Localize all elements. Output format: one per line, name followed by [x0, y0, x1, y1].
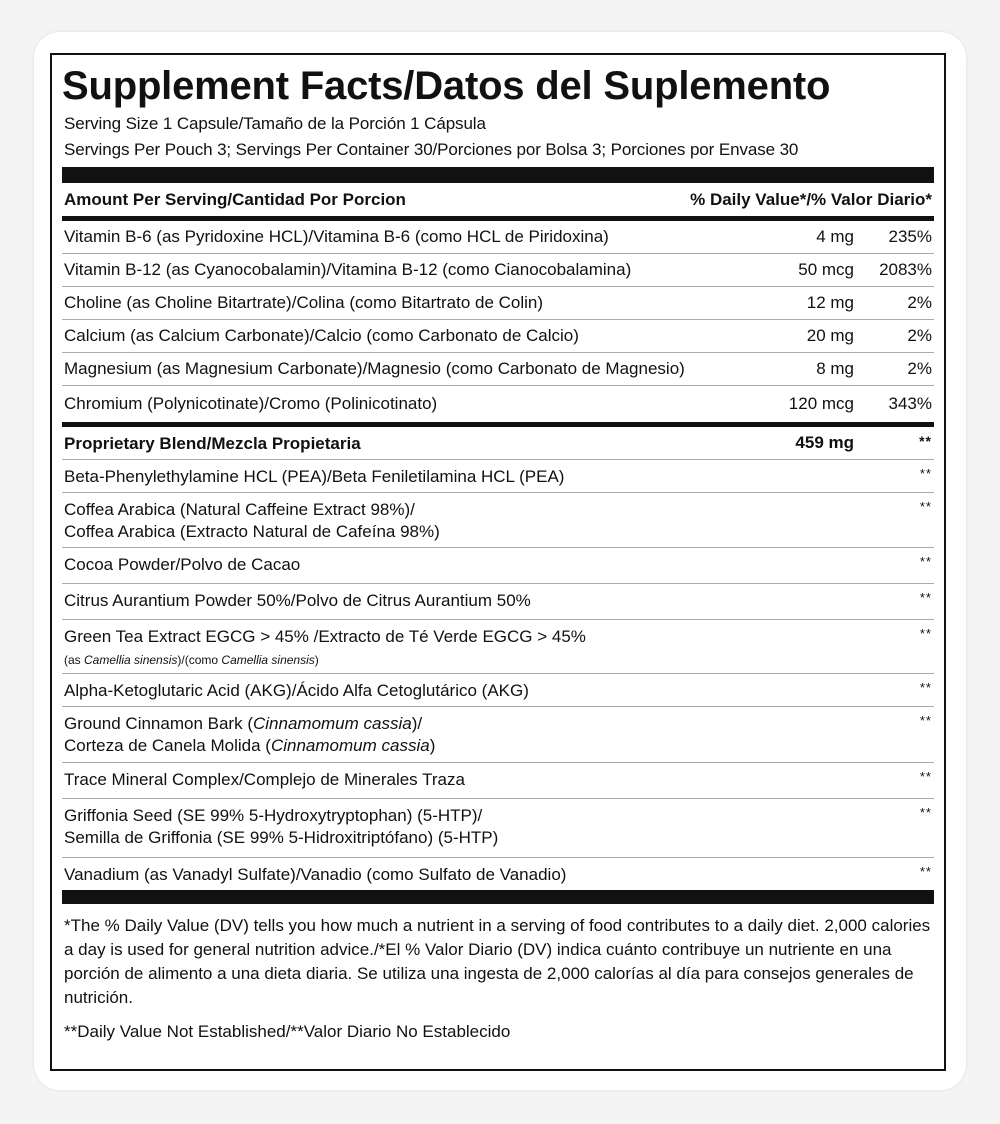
ingredient-daily-value: **	[919, 554, 932, 569]
nutrient-daily-value: 2%	[907, 326, 932, 345]
column-header	[62, 183, 934, 216]
ingredient-daily-value: **	[919, 590, 932, 605]
nutrient-amount: 8 mg	[816, 359, 854, 378]
not-established-footnote: **Daily Value Not Established/**Valor Diario No Establecido	[64, 1022, 511, 1041]
ingredient-line: Coffea Arabica (Extracto Natural de Cafeína 98%)	[64, 522, 440, 541]
ingredient-daily-value: **	[919, 805, 932, 820]
ingredient-row	[62, 620, 934, 674]
ingredient-name	[64, 626, 854, 670]
nutrient-row	[62, 221, 934, 254]
nutrient-row	[62, 254, 934, 287]
ingredient-name: Cocoa Powder/Polvo de Cacao	[64, 555, 301, 574]
ingredient-daily-value: **	[919, 713, 932, 728]
ingredient-italic: Cinnamomum cassia	[270, 736, 430, 755]
ingredient-line: )/	[411, 714, 423, 733]
nutrient-name: Chromium (Polynicotinate)/Cromo (Polinicotinato)	[64, 394, 438, 413]
serving-size: Serving Size 1 Capsule/Tamaño de la Porción 1 Cápsula	[64, 114, 486, 133]
ingredient-row	[62, 584, 934, 620]
ingredient-line: Ground Cinnamon Bark (	[64, 714, 253, 733]
ingredient-name: Citrus Aurantium Powder 50%/Polvo de Citrus Aurantium 50%	[64, 591, 531, 610]
ingredient-row	[62, 763, 934, 799]
nutrient-daily-value: 235%	[888, 227, 932, 246]
ingredient-line: Griffonia Seed (SE 99% 5-Hydroxytryptophan) (5-HTP)/	[64, 806, 483, 825]
thick-divider	[62, 167, 934, 183]
nutrient-name: Magnesium (as Magnesium Carbonate)/Magnesio (como Carbonato de Magnesio)	[64, 359, 685, 378]
ingredient-line: Green Tea Extract EGCG > 45% /Extracto de Té Verde EGCG > 45%	[64, 627, 586, 646]
ingredient-name: Alpha-Ketoglutaric Acid (AKG)/Ácido Alfa Cetoglutárico (AKG)	[64, 681, 529, 700]
note-italic: Camellia sinensis	[84, 653, 178, 667]
ingredient-daily-value: **	[919, 680, 932, 695]
note-text: (as	[64, 653, 85, 667]
servings-per-container: Servings Per Pouch 3; Servings Per Container 30/Porciones por Bolsa 3; Porciones por Envase 30	[64, 140, 799, 159]
nutrient-amount: 20 mg	[806, 326, 854, 345]
ingredient-name: Trace Mineral Complex/Complejo de Minerales Traza	[64, 770, 465, 789]
ingredient-daily-value: **	[919, 864, 932, 879]
ingredient-name	[64, 713, 854, 757]
nutrient-daily-value: 2083%	[879, 260, 932, 279]
blend-header-row	[62, 427, 934, 460]
proprietary-blend	[62, 427, 934, 890]
daily-value-footnote: *The % Daily Value (DV) tells you how much a nutrient in a serving of food contributes to a daily diet. 2,000 calories a day is used for general nutrition advice./*El % Valor Diario (DV) indica cuánto contribuye un nutriente en una porción de alimento a una dieta diaria. Se utiliza una ingesta de 2,000 calorías al día para consejos generales de nutrición.	[64, 916, 931, 1007]
nutrient-name: Vitamin B-12 (as Cyanocobalamin)/Vitamina B-12 (como Cianocobalamina)	[64, 260, 632, 279]
ingredient-line: Corteza de Canela Molida (	[64, 736, 271, 755]
ingredient-row	[62, 799, 934, 858]
nutrient-name: Vitamin B-6 (as Pyridoxine HCL)/Vitamina B-6 (como HCL de Piridoxina)	[64, 227, 609, 246]
ingredient-row	[62, 493, 934, 548]
panel-title: Supplement Facts/Datos del Suplemento	[62, 64, 831, 108]
nutrient-amount: 120 mcg	[788, 394, 854, 413]
thick-divider	[62, 890, 934, 904]
nutrient-row	[62, 287, 934, 320]
ingredient-row	[62, 858, 934, 890]
note-italic: Camellia sinensis	[221, 653, 315, 667]
ingredient-daily-value: **	[919, 499, 932, 514]
ingredient-name	[64, 805, 854, 849]
nutrient-row	[62, 353, 934, 386]
ingredient-row	[62, 674, 934, 707]
supplement-facts-panel	[50, 53, 946, 1071]
ingredient-line: )	[429, 736, 436, 755]
ingredient-line: Semilla de Griffonia (SE 99% 5-Hidroxitriptófano) (5-HTP)	[64, 828, 499, 847]
note-text: )/(como	[177, 653, 222, 667]
ingredient-daily-value: **	[919, 769, 932, 784]
nutrient-daily-value: 2%	[907, 359, 932, 378]
ingredient-botanical-note	[64, 653, 319, 667]
ingredient-row	[62, 707, 934, 763]
ingredient-italic: Cinnamomum cassia	[252, 714, 412, 733]
ingredient-row	[62, 460, 934, 493]
blend-name: Proprietary Blend/Mezcla Propietaria	[64, 434, 361, 453]
daily-value-header: % Daily Value*/% Valor Diario*	[690, 190, 932, 209]
ingredient-daily-value: **	[919, 466, 932, 481]
nutrient-amount: 4 mg	[816, 227, 854, 246]
nutrient-row	[62, 320, 934, 353]
nutrient-amount: 12 mg	[806, 293, 854, 312]
nutrient-name: Choline (as Choline Bitartrate)/Colina (como Bitartrato de Colin)	[64, 293, 544, 312]
ingredient-name: Beta-Phenylethylamine HCL (PEA)/Beta Feniletilamina HCL (PEA)	[64, 467, 565, 486]
footnotes	[62, 904, 934, 1044]
nutrient-row	[62, 386, 934, 422]
nutrient-daily-value: 2%	[907, 293, 932, 312]
nutrient-name: Calcium (as Calcium Carbonate)/Calcio (como Carbonato de Calcio)	[64, 326, 579, 345]
blend-amount: 459 mg	[795, 433, 854, 452]
ingredient-name: Vanadium (as Vanadyl Sulfate)/Vanadio (como Sulfato de Vanadio)	[64, 865, 567, 884]
vitamin-list	[62, 221, 934, 422]
ingredient-daily-value: **	[919, 626, 932, 641]
ingredient-row	[62, 548, 934, 584]
nutrient-amount: 50 mcg	[798, 260, 854, 279]
amount-per-serving-header: Amount Per Serving/Cantidad Por Porcion	[64, 190, 406, 209]
ingredient-name	[64, 499, 854, 543]
ingredient-line: Coffea Arabica (Natural Caffeine Extract 98%)/	[64, 500, 415, 519]
note-text: )	[314, 653, 319, 667]
blend-daily-value: **	[919, 433, 932, 449]
nutrient-daily-value: 343%	[888, 394, 932, 413]
